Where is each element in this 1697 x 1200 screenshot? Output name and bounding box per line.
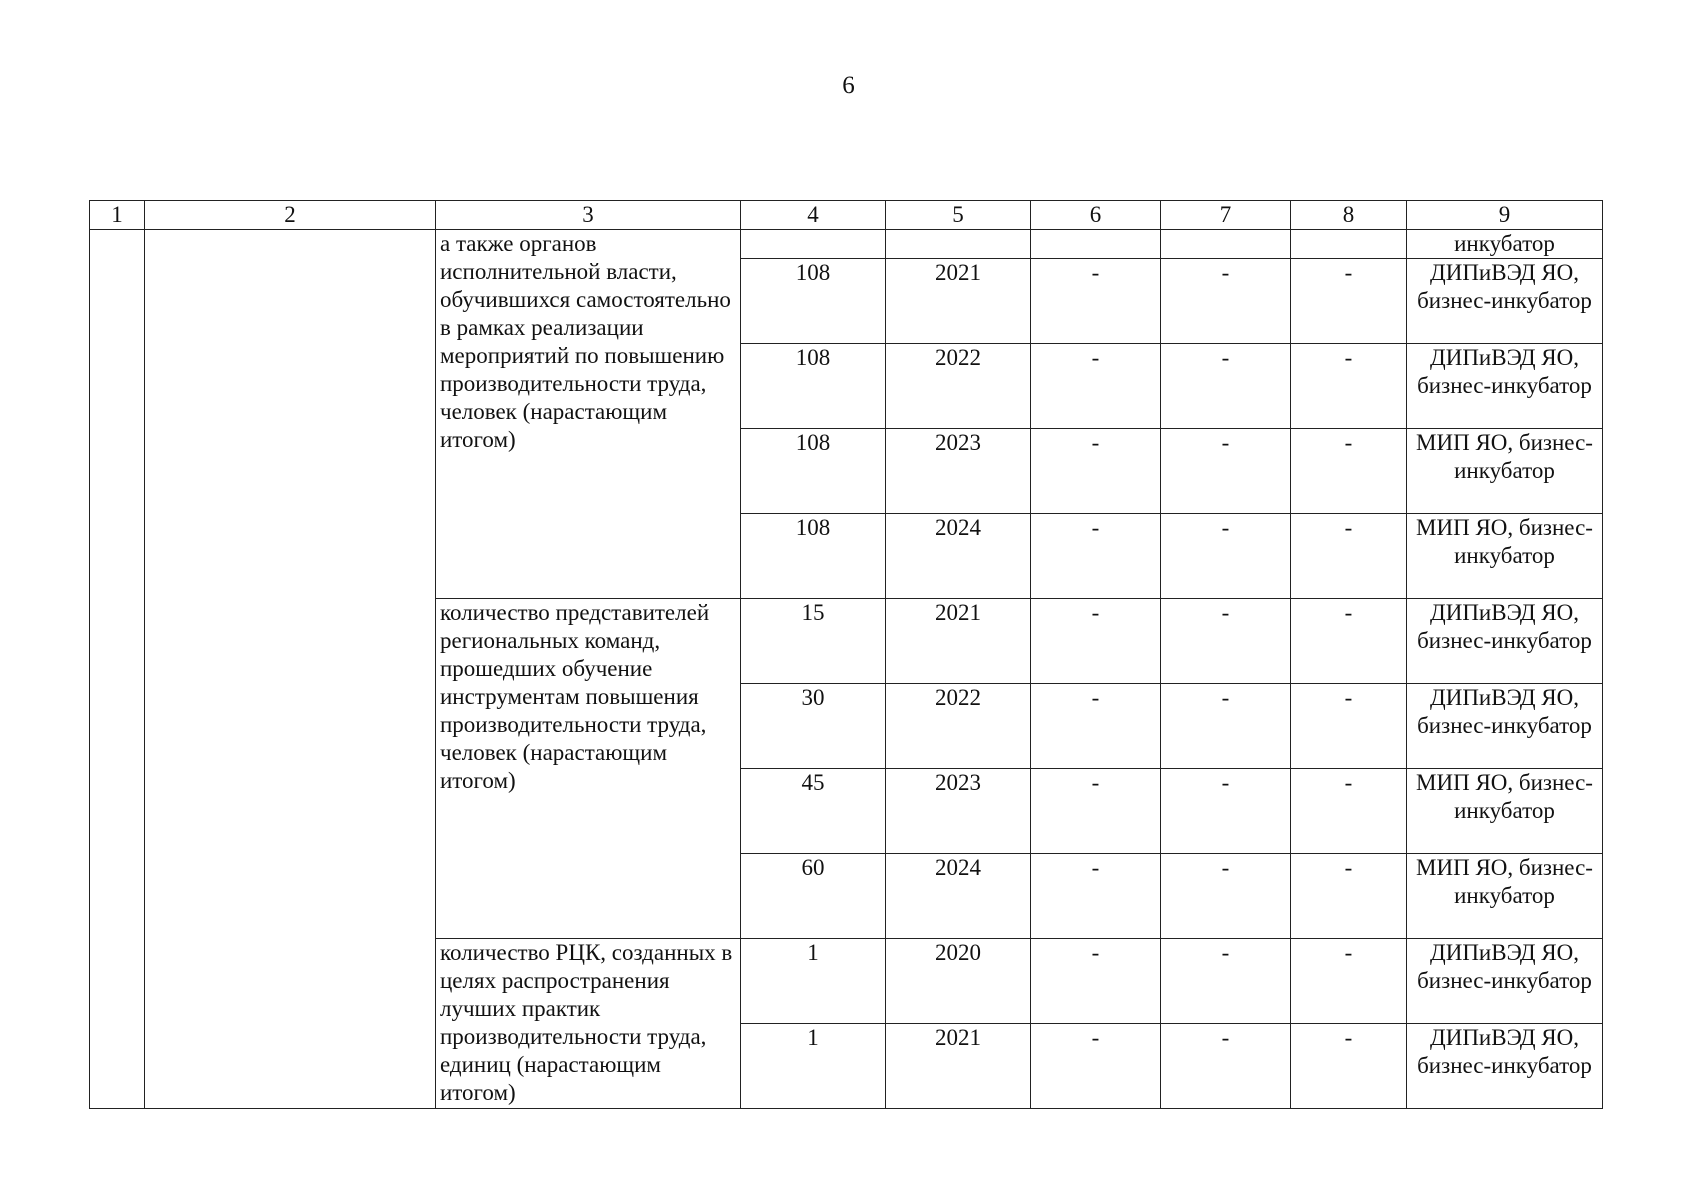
col6-cell: - [1031, 599, 1161, 684]
header-cell: 8 [1291, 201, 1407, 230]
col6-cell: - [1031, 939, 1161, 1024]
responsible-cell: ДИПиВЭД ЯО, бизнес-инкубатор [1407, 344, 1603, 429]
col7-cell: - [1161, 344, 1291, 429]
col8-cell: - [1291, 344, 1407, 429]
header-cell: 5 [886, 201, 1031, 230]
col7-cell: - [1161, 684, 1291, 769]
col8-cell [1291, 230, 1407, 259]
indicators-table [89, 200, 1603, 1109]
responsible-cell: ДИПиВЭД ЯО, бизнес-инкубатор [1407, 599, 1603, 684]
col7-cell [1161, 230, 1291, 259]
col7-cell: - [1161, 599, 1291, 684]
responsible-cell: МИП ЯО, бизнес-инкубатор [1407, 769, 1603, 854]
year-cell [886, 230, 1031, 259]
header-cell: 3 [436, 201, 741, 230]
responsible-cell: ДИПиВЭД ЯО, бизнес-инкубатор [1407, 939, 1603, 1024]
header-cell: 6 [1031, 201, 1161, 230]
col7-cell: - [1161, 769, 1291, 854]
value-cell [741, 230, 886, 259]
col8-cell: - [1291, 854, 1407, 939]
col6-cell: - [1031, 429, 1161, 514]
responsible-cell: МИП ЯО, бизнес-инкубатор [1407, 429, 1603, 514]
header-row [90, 201, 1603, 230]
year-cell: 2020 [886, 939, 1031, 1024]
indicator-description: количество представителей региональных команд, прошедших обучение инструментам повышения производительности труда, человек (нарастающим итогом) [436, 599, 741, 939]
responsible-cell: ДИПиВЭД ЯО, бизнес-инкубатор [1407, 684, 1603, 769]
col6-cell: - [1031, 514, 1161, 599]
year-cell: 2021 [886, 1024, 1031, 1109]
responsible-cell: ДИПиВЭД ЯО, бизнес-инкубатор [1407, 259, 1603, 344]
col8-cell: - [1291, 684, 1407, 769]
header-cell: 2 [145, 201, 436, 230]
col6-cell [1031, 230, 1161, 259]
year-cell: 2024 [886, 854, 1031, 939]
indicator-description: количество РЦК, созданных в целях распространения лучших практик производительности труда, единиц (нарастающим итогом) [436, 939, 741, 1109]
col1-cell [90, 230, 145, 1109]
responsible-cell: МИП ЯО, бизнес-инкубатор [1407, 854, 1603, 939]
year-cell: 2023 [886, 769, 1031, 854]
col6-cell: - [1031, 259, 1161, 344]
year-cell: 2021 [886, 259, 1031, 344]
col6-cell: - [1031, 684, 1161, 769]
year-cell: 2021 [886, 599, 1031, 684]
col8-cell: - [1291, 259, 1407, 344]
value-cell: 45 [741, 769, 886, 854]
value-cell: 108 [741, 514, 886, 599]
indicator-description: а также органов исполнительной власти, обучившихся самостоятельно в рамках реализации мероприятий по повышению производительности труда, человек (нарастающим итогом) [436, 230, 741, 599]
header-cell: 1 [90, 201, 145, 230]
col8-cell: - [1291, 599, 1407, 684]
col6-cell: - [1031, 769, 1161, 854]
col7-cell: - [1161, 939, 1291, 1024]
col8-cell: - [1291, 429, 1407, 514]
col7-cell: - [1161, 854, 1291, 939]
responsible-cell: МИП ЯО, бизнес-инкубатор [1407, 514, 1603, 599]
value-cell: 1 [741, 939, 886, 1024]
header-cell: 7 [1161, 201, 1291, 230]
responsible-cell: инкубатор [1407, 230, 1603, 259]
col8-cell: - [1291, 1024, 1407, 1109]
header-cell: 4 [741, 201, 886, 230]
col2-cell [145, 230, 436, 1109]
year-cell: 2024 [886, 514, 1031, 599]
value-cell: 108 [741, 429, 886, 514]
col7-cell: - [1161, 514, 1291, 599]
value-cell: 60 [741, 854, 886, 939]
col7-cell: - [1161, 1024, 1291, 1109]
value-cell: 108 [741, 259, 886, 344]
col7-cell: - [1161, 429, 1291, 514]
col7-cell: - [1161, 259, 1291, 344]
col6-cell: - [1031, 1024, 1161, 1109]
value-cell: 30 [741, 684, 886, 769]
col6-cell: - [1031, 344, 1161, 429]
col8-cell: - [1291, 939, 1407, 1024]
responsible-cell: ДИПиВЭД ЯО, бизнес-инкубатор [1407, 1024, 1603, 1109]
col8-cell: - [1291, 514, 1407, 599]
col6-cell: - [1031, 854, 1161, 939]
year-cell: 2022 [886, 684, 1031, 769]
year-cell: 2023 [886, 429, 1031, 514]
page-number: 6 [842, 72, 855, 99]
value-cell: 15 [741, 599, 886, 684]
value-cell: 1 [741, 1024, 886, 1109]
header-cell: 9 [1407, 201, 1603, 230]
value-cell: 108 [741, 344, 886, 429]
table-row [90, 230, 1603, 259]
col8-cell: - [1291, 769, 1407, 854]
year-cell: 2022 [886, 344, 1031, 429]
